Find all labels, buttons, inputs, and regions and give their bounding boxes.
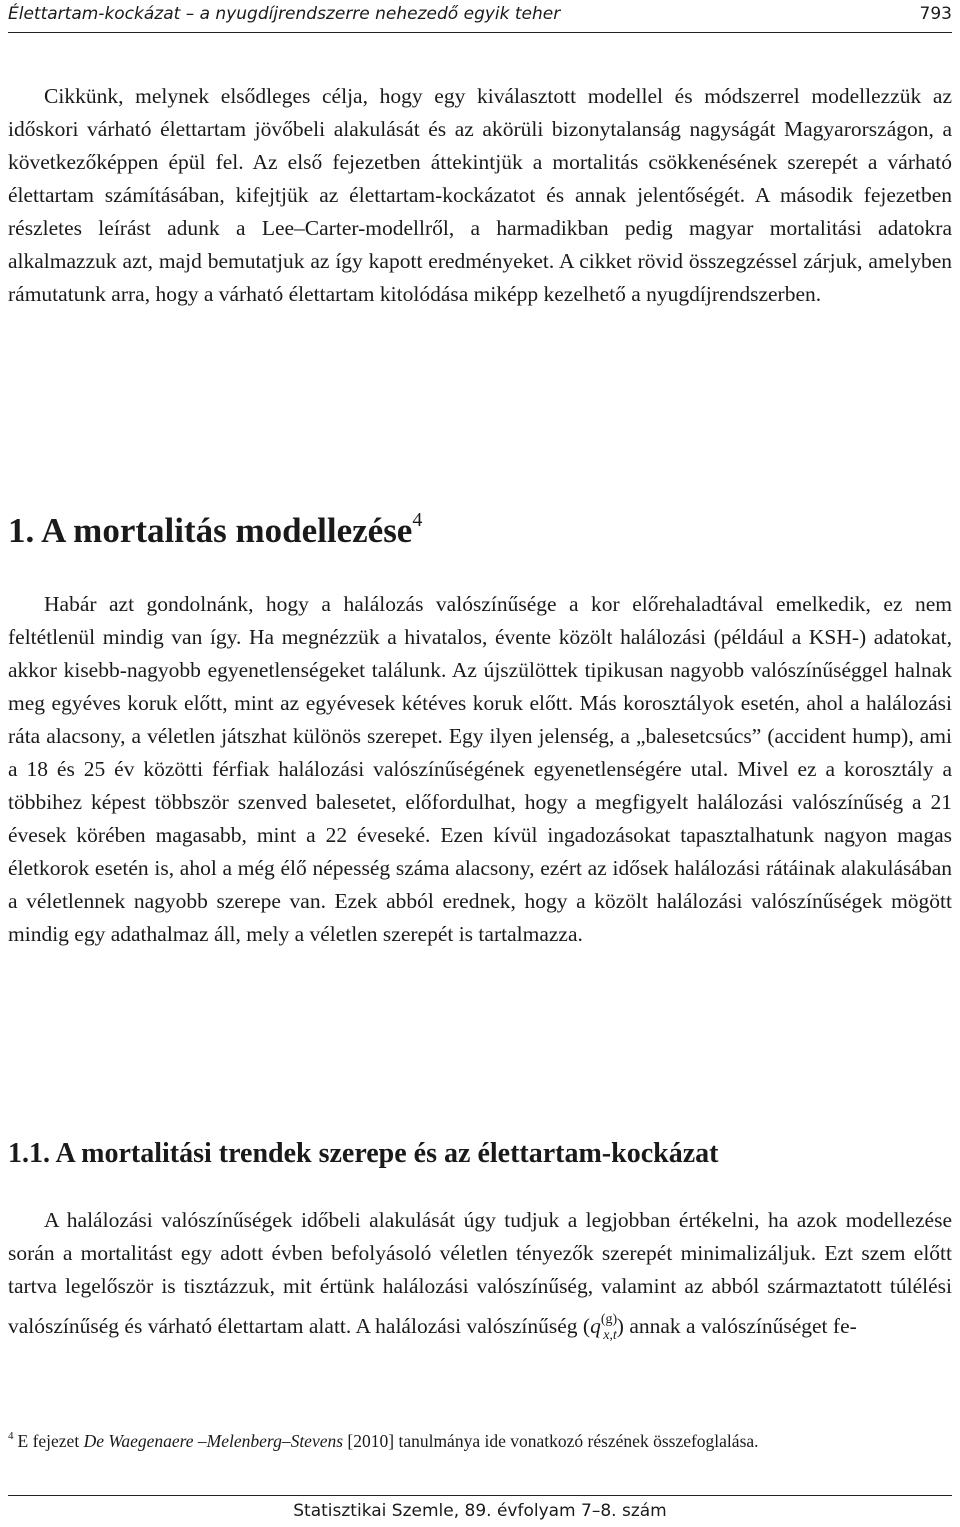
- footnote-authors: De Waegenaere –Melenberg–Stevens: [83, 1431, 344, 1451]
- section-1-1-text-after: ) annak a valószínűséget fe-: [616, 1314, 857, 1338]
- running-header: [8, 0, 952, 33]
- formula-superscript: (g): [600, 1312, 618, 1327]
- section-1-1-heading: 1.1. A mortalitási trendek szerepe és az élettartam-kockázat: [8, 1138, 719, 1169]
- section-1-1-paragraph: [8, 1204, 952, 1352]
- page-footer: Statisztikai Szemle, 89. évfolyam 7–8. szám: [8, 1495, 952, 1527]
- section-1-heading: [8, 498, 422, 553]
- running-header-title: Élettartam-kockázat – a nyugdíjrendszerre nehezedő egyik teher: [8, 4, 561, 24]
- page-number: 793: [919, 4, 952, 24]
- formula-base: q: [590, 1314, 601, 1338]
- footnote-number: 4: [8, 1430, 14, 1442]
- probability-formula: [590, 1312, 618, 1343]
- footnote-text-before: E fejezet: [17, 1431, 84, 1451]
- footnote-text-after: [2010] tanulmánya ide vonatkozó részének összefoglalása.: [343, 1431, 759, 1451]
- formula-subscript: x,t: [603, 1328, 617, 1343]
- section-1-paragraph: Habár azt gondolnánk, hogy a halálozás valószínűsége a kor előrehaladtával emelkedik, ez nem feltétlenül mindig van így. Ha megnézzük a hivatalos, évente közölt halálozási (például a KSH-) adatokat, akkor kisebb-nagyobb egyenetlenségeket találunk. Az újszülöttek tipikusan nagyobb valószínűséggel halnak meg egyéves koruk előtt, mint az egyévesek kétéves koruk előtt. Más korosztályok esetén, ahol a halálozási ráta alacsony, a véletlen játszhat különös szerepet. Egy ilyen jelenség, a „balesetcsúcs” (accident hump), ami a 18 és 25 év közötti férfiak halálozási valószínűségének egyenetlenségére utal. Mivel ez a korosztály a többihez képest többször szenved balesetet, előfordulhat, hogy a megfigyelt halálozási valószínűség a 21 évesek körében magasabb, mint a 22 éveseké. Ezen kívül ingadozásokat tapasztalhatunk nagyon magas életkorok esetén is, ahol a még élő népesség száma alacsony, ezért az idősek halálozási rátáinak alakulásában a véletlennek nagyobb szerepe van. Ezek abból erednek, hogy a közölt halálozási valószínűségek mögött mindig egy adathalmaz áll, mely a véletlen szerepét is tartalmazza.: [8, 592, 952, 946]
- section-1-1-text-before: A halálozási valószínűségek időbeli alakulását úgy tudjuk a legjobban értékelni, ha azok modellezése során a mortalitást egy adott évben befolyásoló véletlen tényezők szerepét minimalizáljuk. Ezt szem előtt tartva legelőször is tisztázzuk, mit értünk halálozási valószínűség, valamint az abból származtatott túlélési valószínűség és várható élettartam alatt. A halálozási valószínűség (: [8, 1208, 952, 1338]
- section-1-heading-text: 1. A mortalitás modellezése: [8, 511, 413, 550]
- intro-paragraph: Cikkünk, melynek elsődleges célja, hogy egy kiválasztott modellel és módszerrel modellezzük az időskori várható élettartam jövőbeli alakulását és az akörüli bizonytalanság nagyságát Magyarországon, a következőképpen épül fel. Az első fejezetben áttekintjük a mortalitás csökkenésének szerepét a várható élettartam számításában, kifejtjük az élettartam-kockázatot és annak jelentőségét. A második fejezetben részletes leírást adunk a Lee–Carter-modellről, a harmadikban pedig magyar mortalitási adatokra alkalmazzuk azt, majd bemutatjuk az így kapott eredményeket. A cikket rövid összegzéssel zárjuk, amelyben rámutatunk arra, hogy a várható élettartam kitolódása miképp kezelhető a nyugdíjrendszerben.: [8, 84, 952, 306]
- footnote-reference[interactable]: 4: [412, 509, 423, 531]
- footnote: [8, 1422, 952, 1455]
